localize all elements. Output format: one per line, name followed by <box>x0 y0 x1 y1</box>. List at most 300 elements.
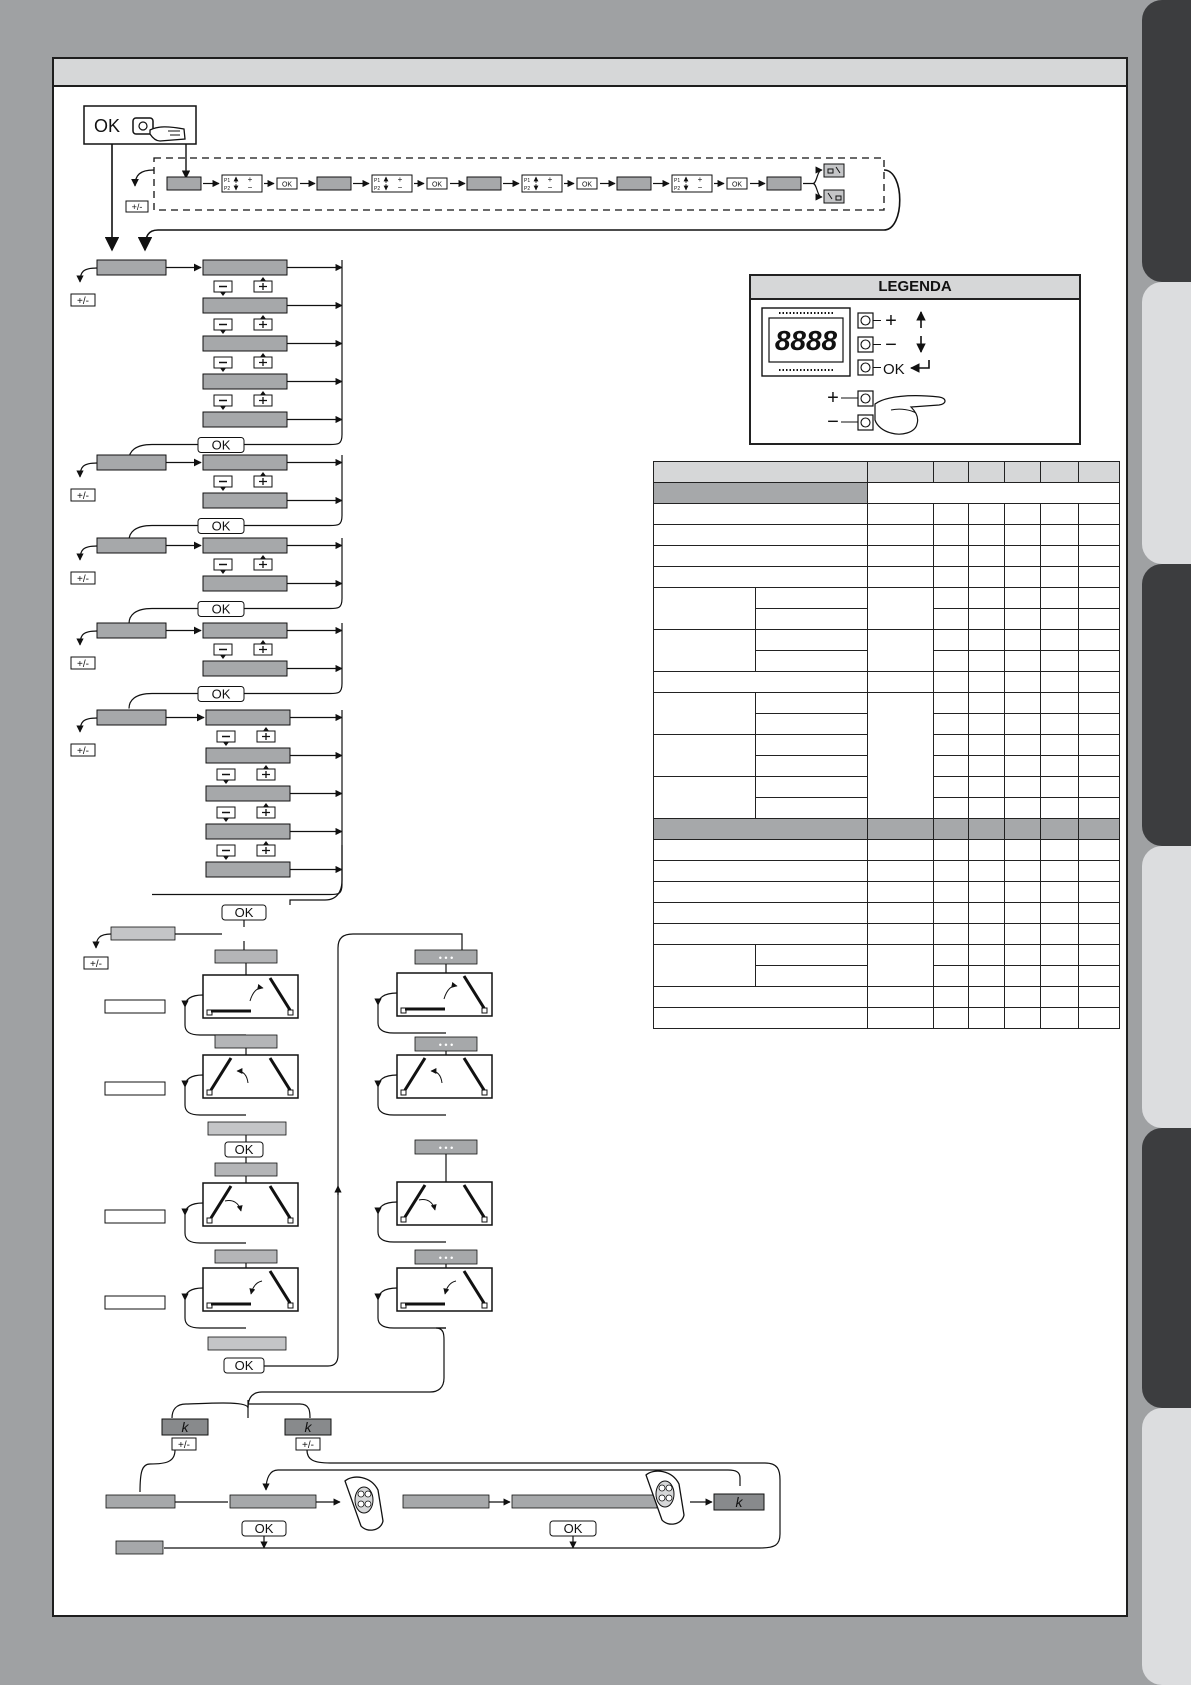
svg-text:P1: P1 <box>224 178 231 184</box>
table-cell <box>1041 609 1079 630</box>
table-cell <box>934 966 969 987</box>
menu-box[interactable] <box>215 1163 277 1176</box>
table-cell <box>1005 504 1041 525</box>
table-cell <box>969 504 1005 525</box>
table-cell <box>756 777 868 798</box>
menu-box[interactable] <box>97 455 166 470</box>
submenu-box[interactable] <box>203 661 287 676</box>
plus-minus-key[interactable] <box>172 1438 196 1451</box>
table-cell <box>654 546 868 567</box>
table-cell <box>934 462 969 483</box>
legend-plus-button[interactable] <box>858 310 921 332</box>
ellipsis-box[interactable] <box>415 950 477 964</box>
table-row <box>654 861 1120 882</box>
svg-text:k: k <box>304 1419 312 1435</box>
menu-group <box>71 455 342 541</box>
svg-text:+: + <box>827 387 839 409</box>
table-cell <box>868 861 934 882</box>
svg-text:P2: P2 <box>524 186 531 192</box>
table-cell <box>969 798 1005 819</box>
svg-text:−: − <box>885 334 897 356</box>
table-cell <box>1005 1008 1041 1029</box>
table-cell <box>868 924 934 945</box>
plus-minus-key[interactable] <box>71 294 95 307</box>
table-cell <box>934 609 969 630</box>
table-cell <box>1005 693 1041 714</box>
table-cell <box>934 756 969 777</box>
table-cell <box>1041 777 1079 798</box>
ok-button[interactable] <box>242 1521 286 1536</box>
table-cell <box>969 693 1005 714</box>
plus-key[interactable] <box>254 555 272 570</box>
table-cell <box>969 672 1005 693</box>
top-sequence <box>167 164 844 203</box>
table-cell <box>654 945 756 987</box>
svg-text:P1: P1 <box>674 178 681 184</box>
svg-text:−: − <box>397 183 403 192</box>
svg-text:P2: P2 <box>374 186 381 192</box>
table-cell <box>1041 756 1079 777</box>
submenu-box[interactable] <box>206 824 290 839</box>
svg-text:+/-: +/- <box>77 659 89 670</box>
table-cell <box>654 903 868 924</box>
table-cell <box>654 630 756 672</box>
k-box[interactable] <box>285 1419 331 1435</box>
table-cell <box>1079 504 1120 525</box>
submenu-box[interactable] <box>203 298 287 313</box>
legend-minus-button[interactable] <box>858 334 921 356</box>
table-cell <box>934 525 969 546</box>
table-row <box>654 504 1120 525</box>
display-readout: 8888 <box>774 325 838 356</box>
table-cell <box>654 882 868 903</box>
svg-text:k: k <box>181 1419 189 1435</box>
legend-ok-button[interactable] <box>858 360 929 378</box>
table-cell <box>654 1008 868 1029</box>
gate-leaf-icon <box>203 1183 298 1226</box>
table-cell <box>1079 819 1120 840</box>
table-cell <box>934 651 969 672</box>
table-cell <box>969 588 1005 609</box>
svg-text:• • •: • • • <box>438 1040 454 1050</box>
menu-group <box>71 623 342 709</box>
minus-key[interactable] <box>217 769 235 784</box>
menu-box[interactable] <box>97 623 166 638</box>
table-cell <box>1079 903 1120 924</box>
table-row <box>654 630 1120 651</box>
minus-key[interactable] <box>214 644 232 659</box>
svg-text:OK: OK <box>94 116 121 136</box>
minus-key[interactable] <box>214 559 232 574</box>
table-cell <box>1005 609 1041 630</box>
table-cell <box>756 714 868 735</box>
table-cell <box>1041 672 1079 693</box>
menu-box[interactable] <box>208 1122 286 1135</box>
gate-close-icon <box>824 190 844 203</box>
submenu-box[interactable] <box>203 538 287 553</box>
svg-text:+/-: +/- <box>77 296 89 307</box>
table-row <box>654 672 1120 693</box>
table-cell <box>868 1008 934 1029</box>
table-row <box>654 525 1120 546</box>
table-cell <box>1079 945 1120 966</box>
ok-button[interactable] <box>222 905 266 920</box>
table-cell <box>934 588 969 609</box>
table-cell <box>868 945 934 987</box>
plus-key[interactable] <box>257 803 275 818</box>
table-cell <box>1005 798 1041 819</box>
table-cell <box>868 987 934 1008</box>
plus-minus-key[interactable] <box>71 572 95 585</box>
plus-key[interactable] <box>254 277 272 292</box>
table-cell <box>1041 945 1079 966</box>
minus-key[interactable] <box>214 476 232 491</box>
svg-text:−: − <box>827 411 839 433</box>
menu-box[interactable] <box>403 1495 489 1508</box>
submenu-box[interactable] <box>206 748 290 763</box>
table-cell <box>1079 546 1120 567</box>
table-cell <box>868 567 934 588</box>
ok-key[interactable] <box>577 178 597 189</box>
svg-text:OK: OK <box>211 601 231 617</box>
submenu-box[interactable] <box>203 493 287 508</box>
table-cell <box>1041 819 1079 840</box>
ellipsis-box[interactable] <box>415 1037 477 1051</box>
table-cell <box>1079 756 1120 777</box>
svg-text:OK: OK <box>211 518 231 534</box>
table-cell <box>1041 1008 1079 1029</box>
table-cell <box>654 987 868 1008</box>
svg-text:OK: OK <box>211 437 231 453</box>
table-cell <box>1041 525 1079 546</box>
submenu-box[interactable] <box>203 455 287 470</box>
table-cell <box>756 630 868 651</box>
table-cell <box>1079 777 1120 798</box>
svg-text:OK: OK <box>431 181 443 189</box>
ellipsis-box[interactable] <box>415 1140 477 1154</box>
table-cell <box>934 567 969 588</box>
menu-box[interactable] <box>106 1495 175 1508</box>
minus-key[interactable] <box>214 281 232 296</box>
table-cell <box>654 924 868 945</box>
table-cell <box>1041 882 1079 903</box>
table-cell <box>969 525 1005 546</box>
table-row <box>654 903 1120 924</box>
table-cell <box>1005 672 1041 693</box>
ok-button[interactable] <box>198 687 244 702</box>
table-cell <box>868 588 934 630</box>
plus-minus-key[interactable] <box>84 957 108 970</box>
menu-group <box>71 260 342 460</box>
table-cell <box>969 861 1005 882</box>
submenu-box[interactable] <box>206 862 290 877</box>
svg-text:OK: OK <box>563 1521 583 1536</box>
ok-button[interactable] <box>225 1142 263 1157</box>
table-cell <box>969 840 1005 861</box>
plus-key[interactable] <box>254 391 272 406</box>
ok-button[interactable] <box>550 1521 596 1536</box>
ok-button[interactable] <box>198 519 244 534</box>
svg-text:−: − <box>697 183 703 192</box>
table-cell <box>1079 714 1120 735</box>
table-cell <box>1079 735 1120 756</box>
table-cell <box>934 693 969 714</box>
ok-button[interactable] <box>224 1358 264 1373</box>
table-cell <box>1005 966 1041 987</box>
table-cell <box>1005 588 1041 609</box>
ellipsis-box[interactable] <box>415 1250 477 1264</box>
table-cell <box>1041 840 1079 861</box>
table-cell <box>969 714 1005 735</box>
menu-box[interactable] <box>617 177 651 190</box>
svg-text:P1: P1 <box>524 178 531 184</box>
submenu-box[interactable] <box>203 412 287 427</box>
menu-box[interactable] <box>97 538 166 553</box>
svg-text:+: + <box>397 175 403 184</box>
submenu-box[interactable] <box>203 576 287 591</box>
plus-key[interactable] <box>254 315 272 330</box>
menu-box[interactable] <box>230 1495 316 1508</box>
table-cell <box>756 756 868 777</box>
ok-button[interactable] <box>198 602 244 617</box>
svg-text:−: − <box>547 183 553 192</box>
table-cell <box>934 672 969 693</box>
table-cell <box>1041 798 1079 819</box>
table-cell <box>1079 672 1120 693</box>
svg-text:P2: P2 <box>224 186 231 192</box>
svg-text:+: + <box>885 310 897 332</box>
blank-value-field <box>105 1296 165 1309</box>
table-cell <box>969 756 1005 777</box>
table-cell <box>1041 903 1079 924</box>
minus-key[interactable] <box>217 845 235 860</box>
table-cell <box>969 987 1005 1008</box>
menu-box[interactable] <box>215 1250 277 1263</box>
table-cell <box>654 504 868 525</box>
minus-key[interactable] <box>214 357 232 372</box>
table-cell <box>1041 693 1079 714</box>
table-cell <box>934 630 969 651</box>
svg-text:OK: OK <box>211 686 231 702</box>
submenu-box[interactable] <box>203 374 287 389</box>
table-cell <box>969 1008 1005 1029</box>
svg-text:OK: OK <box>581 181 593 189</box>
table-cell <box>1005 840 1041 861</box>
table-cell <box>1005 945 1041 966</box>
ok-key[interactable] <box>727 178 747 189</box>
table-cell <box>756 588 868 609</box>
table-cell <box>1005 630 1041 651</box>
svg-text:• • •: • • • <box>438 953 454 963</box>
table-cell <box>868 819 934 840</box>
table-cell <box>756 798 868 819</box>
table-cell <box>1079 861 1120 882</box>
table-cell <box>868 840 934 861</box>
menu-box[interactable] <box>97 710 166 725</box>
table-row <box>654 819 1120 840</box>
menu-box[interactable] <box>467 177 501 190</box>
gate-open-icon <box>824 164 844 177</box>
table-cell <box>868 546 934 567</box>
svg-text:+/-: +/- <box>77 491 89 502</box>
svg-text:• • •: • • • <box>438 1253 454 1263</box>
table-cell <box>969 819 1005 840</box>
minus-key[interactable] <box>214 319 232 334</box>
submenu-box[interactable] <box>206 710 290 725</box>
plus-key[interactable] <box>257 727 275 742</box>
table-cell <box>756 651 868 672</box>
table-row <box>654 840 1120 861</box>
table-cell <box>1041 588 1079 609</box>
table-cell <box>1041 735 1079 756</box>
table-cell <box>934 504 969 525</box>
minus-key[interactable] <box>217 807 235 822</box>
svg-text:−: − <box>247 183 253 192</box>
table-row <box>654 987 1120 1008</box>
table-cell <box>1079 609 1120 630</box>
blank-value-field <box>105 1082 165 1095</box>
p1-p2-keys <box>522 175 562 192</box>
gate-leaf-icon <box>397 1268 492 1311</box>
table-cell <box>868 504 934 525</box>
table-cell <box>1041 651 1079 672</box>
table-cell <box>934 861 969 882</box>
plus-key[interactable] <box>257 765 275 780</box>
table-cell <box>1005 462 1041 483</box>
plus-minus-key[interactable] <box>71 657 95 670</box>
table-cell <box>1079 966 1120 987</box>
table-cell <box>1005 882 1041 903</box>
remote-control-icon <box>345 1477 383 1530</box>
table-cell <box>969 903 1005 924</box>
p1-p2-keys <box>222 175 262 192</box>
table-cell <box>934 798 969 819</box>
submenu-box[interactable] <box>203 623 287 638</box>
table-row <box>654 462 1120 483</box>
menu-box[interactable] <box>116 1541 163 1554</box>
gate-leaf-icon <box>203 1055 298 1098</box>
svg-text:OK: OK <box>234 905 254 920</box>
menu-groups <box>71 260 342 920</box>
ok-press-start-box[interactable] <box>84 106 196 144</box>
plus-key[interactable] <box>257 841 275 856</box>
table-cell <box>1079 882 1120 903</box>
table-cell <box>868 483 1120 504</box>
menu-box[interactable] <box>215 950 277 963</box>
table-cell <box>1005 651 1041 672</box>
table-cell <box>868 693 934 819</box>
table-cell <box>1079 798 1120 819</box>
table-cell <box>1079 567 1120 588</box>
minus-key[interactable] <box>214 395 232 410</box>
k-box[interactable] <box>714 1494 764 1510</box>
menu-box[interactable] <box>767 177 801 190</box>
table-cell <box>654 777 756 819</box>
svg-text:OK: OK <box>234 1142 254 1157</box>
svg-text:OK: OK <box>883 361 905 378</box>
svg-text:• • •: • • • <box>438 1143 454 1153</box>
svg-text:+: + <box>247 175 253 184</box>
ok-button[interactable] <box>198 438 244 453</box>
table-cell <box>934 714 969 735</box>
blank-value-field <box>105 1210 165 1223</box>
plus-key[interactable] <box>254 353 272 368</box>
plus-minus-key[interactable] <box>126 201 148 212</box>
table-cell <box>934 924 969 945</box>
menu-group <box>71 710 342 895</box>
table-cell <box>969 882 1005 903</box>
table-cell <box>1079 840 1120 861</box>
svg-text:+/-: +/- <box>77 746 89 757</box>
table-cell <box>1079 987 1120 1008</box>
blank-value-field <box>105 1000 165 1013</box>
k-box[interactable] <box>162 1419 208 1435</box>
gate-leaf-icon <box>203 975 298 1018</box>
table-cell <box>934 546 969 567</box>
table-cell <box>1005 735 1041 756</box>
gate-leaf-icon <box>397 1055 492 1098</box>
submenu-box[interactable] <box>203 336 287 351</box>
svg-text:P2: P2 <box>674 186 681 192</box>
svg-text:+: + <box>547 175 553 184</box>
menu-box[interactable] <box>512 1495 657 1508</box>
menu-box[interactable] <box>215 1035 277 1048</box>
table-cell <box>969 567 1005 588</box>
ok-key[interactable] <box>427 178 447 189</box>
minus-key[interactable] <box>217 731 235 746</box>
table-cell <box>654 840 868 861</box>
svg-text:+/-: +/- <box>302 1440 314 1451</box>
table-cell <box>868 882 934 903</box>
table-cell <box>1041 987 1079 1008</box>
table-row <box>654 924 1120 945</box>
plus-key[interactable] <box>254 640 272 655</box>
table-cell <box>868 672 934 693</box>
gate-leaf-icon <box>203 1268 298 1311</box>
table-cell <box>969 924 1005 945</box>
table-cell <box>969 777 1005 798</box>
plus-minus-key[interactable] <box>71 744 95 757</box>
table-cell <box>1079 1008 1120 1029</box>
plus-minus-key[interactable] <box>296 1438 320 1451</box>
menu-box[interactable] <box>208 1337 286 1350</box>
table-cell <box>1005 714 1041 735</box>
legend-title: LEGENDA <box>751 276 1079 300</box>
table-cell <box>1041 567 1079 588</box>
table-cell <box>756 693 868 714</box>
table-row <box>654 483 1120 504</box>
legend-two-buttons <box>827 387 945 434</box>
menu-box[interactable] <box>97 260 166 275</box>
p1-p2-keys <box>672 175 712 192</box>
plus-key[interactable] <box>254 472 272 487</box>
submenu-box[interactable] <box>206 786 290 801</box>
legend-diagram <box>751 300 1079 445</box>
menu-box[interactable] <box>317 177 351 190</box>
remote-learning-row <box>106 1400 780 1554</box>
menu-box[interactable] <box>167 177 201 190</box>
table-cell <box>654 861 868 882</box>
table-row <box>654 567 1120 588</box>
table-cell <box>654 567 868 588</box>
ok-key[interactable] <box>277 178 297 189</box>
plus-minus-key[interactable] <box>71 489 95 502</box>
table-cell <box>934 777 969 798</box>
menu-box[interactable] <box>111 927 175 940</box>
submenu-box[interactable] <box>203 260 287 275</box>
svg-text:+/-: +/- <box>131 202 143 212</box>
table-cell <box>1005 819 1041 840</box>
